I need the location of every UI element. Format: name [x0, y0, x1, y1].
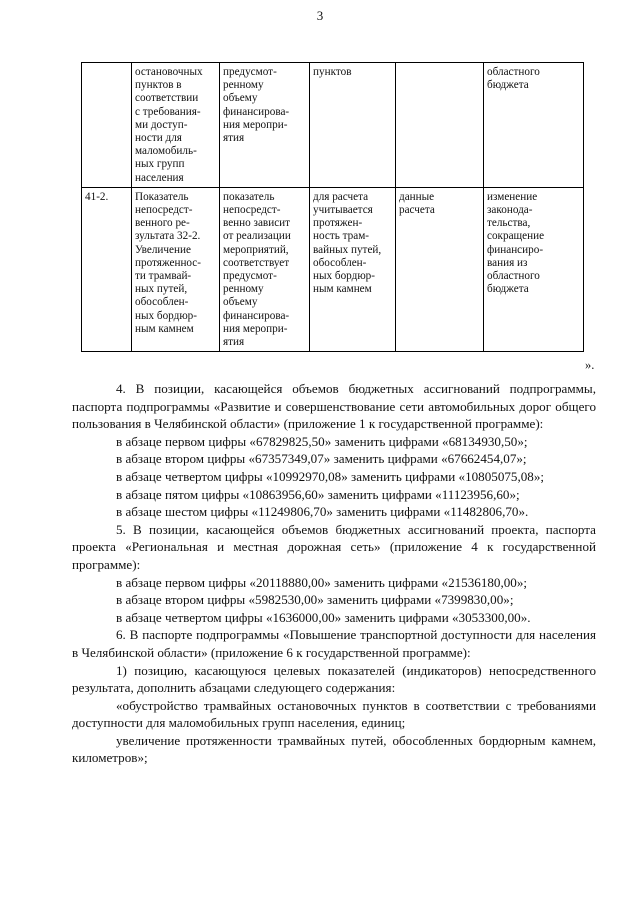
source-cell: данные расчета	[396, 187, 484, 351]
method-cell: для расчета учитывается протяжен- ность трам- вайных путей, обособлен- ных бордюр- ным камнем	[310, 187, 396, 351]
paragraph: в абзаце четвертом цифры «10992970,08» заменить цифрами «10805075,08»;	[116, 468, 545, 484]
paragraph: в абзаце первом цифры «67829825,50» заменить цифрами «68134930,50»;	[116, 433, 528, 449]
table-row	[82, 187, 584, 351]
page-number: 3	[316, 8, 324, 23]
risk-cell: областного бюджета	[484, 63, 584, 188]
paragraph: 1) позицию, касающуюся целевых показателей (индикаторов) непосредственного результата, дополнить абзацами следующего содержания:	[72, 662, 596, 696]
dependency-cell: предусмот- ренному объему финансирова- ния меропри- ятия	[220, 63, 310, 188]
risk-cell: изменение законода- тельства, сокращение финансиро- вания из областного бюджета	[484, 187, 584, 351]
row-number: 41-2.	[82, 187, 132, 351]
method-cell: пунктов	[310, 63, 396, 188]
paragraph: «обустройство трамвайных остановочных пунктов в соответствии с требованиями доступности для маломобильных групп населения, единиц;	[72, 697, 596, 731]
source-cell	[396, 63, 484, 188]
paragraph: в абзаце первом цифры «20118880,00» заменить цифрами «21536180,00»;	[116, 574, 528, 590]
row-number	[82, 63, 132, 188]
document-body	[72, 380, 596, 767]
table-row	[82, 63, 584, 188]
indicator-table	[81, 62, 584, 352]
paragraph: увеличение протяженности трамвайных путей, обособленных бордюрным камнем, километров»;	[72, 732, 596, 766]
paragraph: 6. В паспорте подпрограммы «Повышение транспортной доступности для населения в Челябинской области» (приложение 6 к государственной программе):	[72, 627, 596, 660]
indicator-name-cell: остановочных пунктов в соответствии с требования- ми доступ- ности для маломобиль- ных групп населения	[132, 63, 220, 188]
dependency-cell: показатель непосредст- венно зависит от реализации мероприятий, соответствует предусмот- ренному объему финансирова- ния меропри- ятия	[220, 187, 310, 351]
paragraph: 4. В позиции, касающейся объемов бюджетных ассигнований подпрограммы, паспорта подпрограммы «Развитие и совершенствование сети автомобильных дорог общего пользования в Челябинской области» (приложение 1 к государственной программе):	[72, 381, 596, 432]
paragraph: 5. В позиции, касающейся объемов бюджетных ассигнований проекта, паспорта проекта «Региональная и местная дорожная сеть» (приложение 4 к государственной программе):	[72, 521, 596, 572]
paragraph: в абзаце пятом цифры «10863956,60» заменить цифрами «11123956,60»;	[116, 486, 520, 502]
paragraph: в абзаце шестом цифры «11249806,70» заменить цифрами «11482806,70».	[116, 504, 529, 520]
paragraph: в абзаце четвертом цифры «1636000,00» заменить цифрами «3053300,00».	[116, 609, 531, 625]
paragraph: в абзаце втором цифры «5982530,00» заменить цифрами «7399830,00»;	[116, 592, 514, 608]
paragraph: в абзаце втором цифры «67357349,07» заменить цифрами «67662454,07»;	[116, 451, 527, 467]
indicator-name-cell: Показатель непосредст- венного ре- зультата 32-2. Увеличение протяженнос- ти трамвай- ных путей, обособлен- ных бордюр- ным камнем	[132, 187, 220, 351]
closing-quote: ».	[585, 358, 595, 372]
